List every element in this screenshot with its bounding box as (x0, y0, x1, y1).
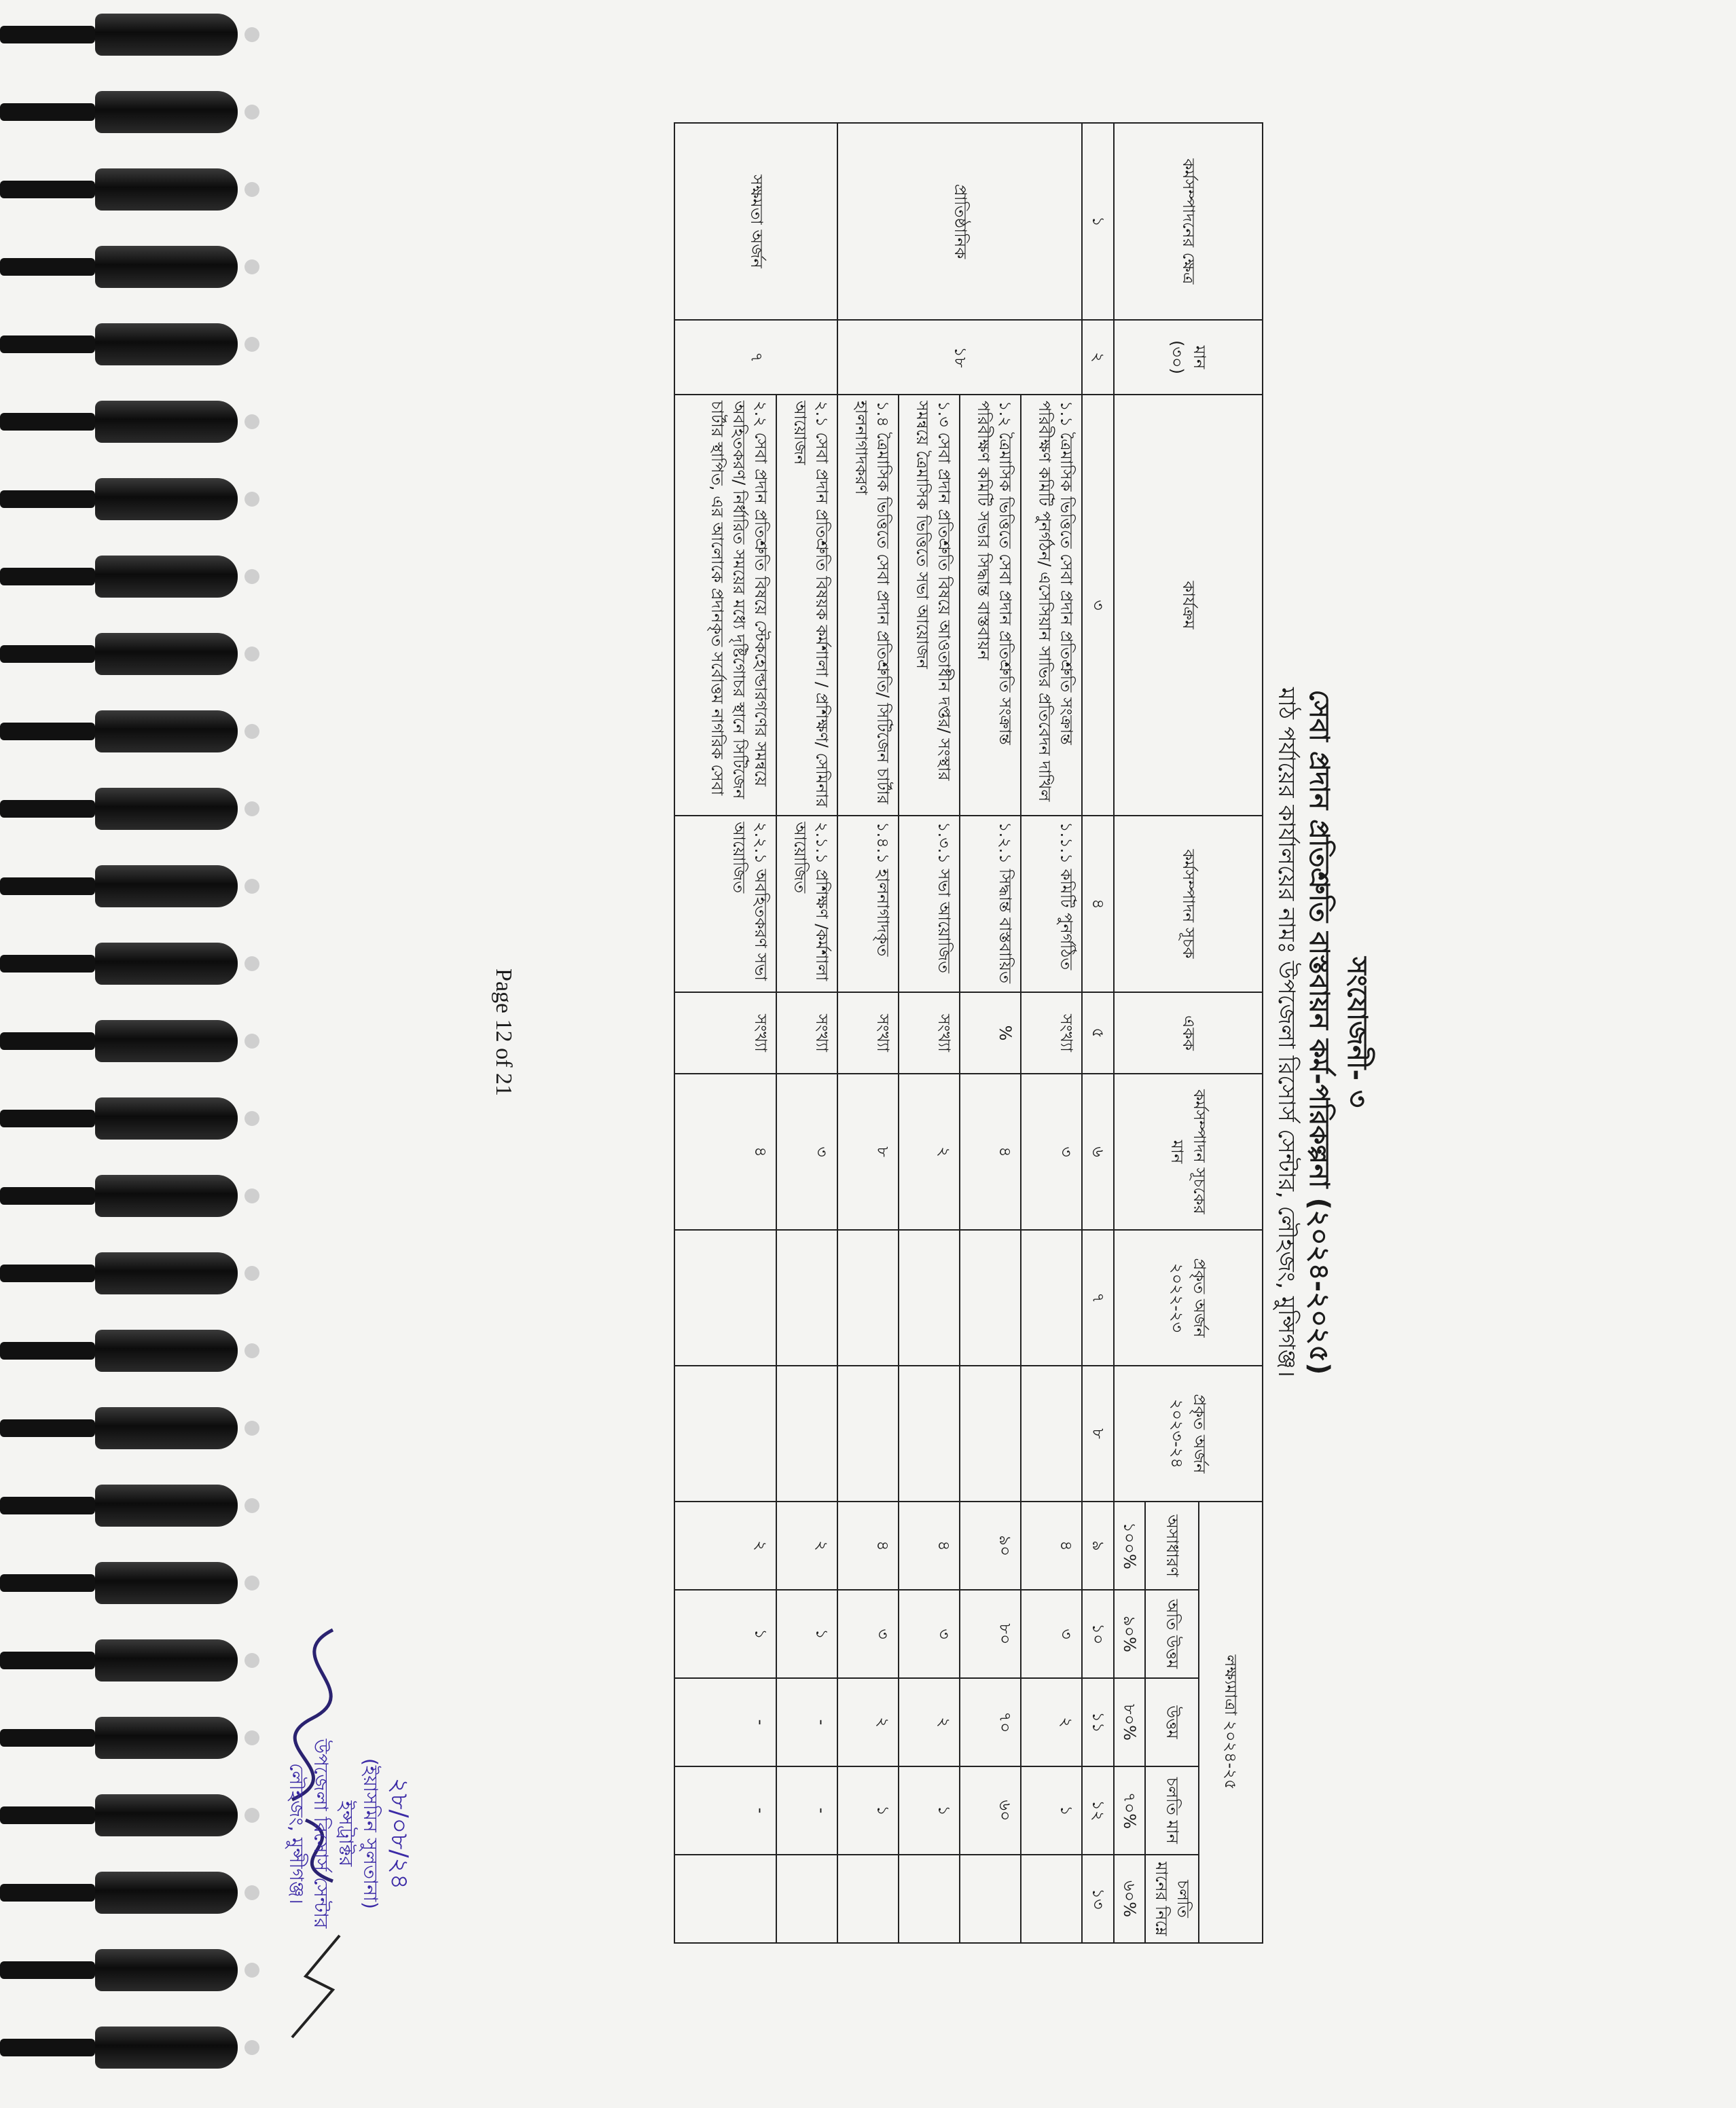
target-very-good-cell: ৩ (837, 1590, 899, 1678)
target-below-fair-cell (899, 1855, 960, 1943)
unit-cell: সংখ্যা (837, 992, 899, 1074)
indicator-value-cell: ৪ (674, 1074, 776, 1230)
target-below-fair-cell (776, 1855, 837, 1943)
indicator-value-cell: ৪ (960, 1074, 1021, 1230)
target-fair-cell: ১ (837, 1766, 899, 1855)
target-below-fair-cell (674, 1855, 776, 1943)
target-fair-cell: ১ (1021, 1766, 1082, 1855)
column-number: ৯ (1082, 1502, 1113, 1590)
actual-2023-24-cell (776, 1366, 837, 1502)
header-indicator-value: কর্মসম্পাদন সূচকের মান (1114, 1074, 1263, 1230)
target-good-cell: - (674, 1678, 776, 1766)
target-excellent-cell: ৪ (1021, 1502, 1082, 1590)
indicator-value-cell: ৩ (776, 1074, 837, 1230)
actual-2023-24-cell (837, 1366, 899, 1502)
unit-cell: সংখ্যা (674, 992, 776, 1074)
target-excellent-cell: ৪ (899, 1502, 960, 1590)
actual-2022-23-cell (837, 1230, 899, 1366)
indicator-cell: ১.১.১ কমিটি পুনর্গঠিত (1021, 816, 1082, 992)
column-number: ১৩ (1082, 1855, 1113, 1943)
unit-cell: সংখ্যা (899, 992, 960, 1074)
target-excellent-cell: ২ (674, 1502, 776, 1590)
column-number: ১১ (1082, 1678, 1113, 1766)
indicator-cell: ১.৩.১ সভা আয়োজিত (899, 816, 960, 992)
punch-hole (245, 1266, 259, 1281)
header-activity: কার্যক্রম (1114, 395, 1263, 816)
page-number: Page 12 of 21 (491, 968, 516, 1096)
target-good-cell: ২ (899, 1678, 960, 1766)
indicator-value-cell: ২ (899, 1074, 960, 1230)
signer-name: (ইয়াসমিন সুলতানা) (359, 1758, 382, 1909)
punch-hole (245, 569, 259, 584)
punch-hole (245, 1576, 259, 1591)
binding-coil (95, 556, 238, 598)
binding-coil (95, 478, 238, 520)
column-number: ৪ (1082, 816, 1113, 992)
header-target-group: লক্ষ্যমাত্রা ২০২৪-২৫ (1199, 1502, 1263, 1943)
binding-coil (95, 14, 238, 56)
indicator-cell: ২.১.১ প্রশিক্ষণ /কর্মশালা আয়োজিত (776, 816, 837, 992)
binding-coil (95, 323, 238, 365)
table-row (776, 123, 837, 1943)
target-fair-cell: - (674, 1766, 776, 1855)
header-indicator: কর্মসম্পাদন সূচক (1114, 816, 1263, 992)
target-very-good-cell: ৩ (899, 1590, 960, 1678)
binding-coil (95, 1872, 238, 1914)
binding-coil (95, 401, 238, 443)
column-number-row (1082, 123, 1113, 1943)
header-good: উত্তম (1145, 1678, 1199, 1766)
actual-2022-23-cell (674, 1230, 776, 1366)
table-body (674, 123, 1082, 1943)
activity-cell: ২.২ সেবা প্রদান প্রতিশ্রুতি বিষয়ে স্টেকহোল্ডারগণের সমন্বয়ে অবহিতকরণ/ নির্ধারিত সময়ের মধ্যে দৃষ্টিগোচর স্থানে সিটিজেন চার্টার স্থাপিত, এর আলোকে প্রদানকৃত সর্বোত্তম নাগরিক সেবা (674, 395, 776, 816)
header-unit: একক (1114, 992, 1263, 1074)
table-row (1021, 123, 1082, 1943)
activity-cell: ১.৪ ত্রৈমাসিক ভিত্তিতে সেবা প্রদান প্রতিশ্রুতি/ সিটিজেন চার্টার হালনাগাদকরণ (837, 395, 899, 816)
signature-date: ২৮/০৮/২৪ (385, 1777, 413, 1890)
actual-2023-24-cell (674, 1366, 776, 1502)
column-number: ৭ (1082, 1230, 1113, 1366)
punch-hole (245, 259, 259, 274)
punch-hole (245, 956, 259, 971)
document-page (462, 61, 1386, 2003)
binding-coil (95, 91, 238, 133)
binding-coil (95, 1175, 238, 1217)
activity-cell: ১.১ ত্রৈমাসিক ভিত্তিতে সেবা প্রদান প্রতিশ্রুতি সংক্রান্ত পরিবীক্ষণ কমিটি পুনর্গঠন/ এসেসিয়ান সাভির প্রতিবেদন দাখিল (1021, 395, 1082, 816)
target-very-good-cell: ৮০ (960, 1590, 1021, 1678)
indicator-value-cell: ৮ (837, 1074, 899, 1230)
punch-hole (245, 492, 259, 507)
target-fair-cell: ১ (899, 1766, 960, 1855)
punch-hole (245, 337, 259, 352)
area-cell: প্রাতিষ্ঠানিক (837, 123, 1082, 320)
activity-cell: ১.৩ সেবা প্রদান প্রতিশ্রুতি বিষয়ে আওতাধীন দপ্তর/ সংস্থার সমন্বয়ে ত্রৈমাসিক ভিত্তিতে সভা আয়োজন (899, 395, 960, 816)
target-below-fair-cell (837, 1855, 899, 1943)
spiral-binding (0, 0, 245, 2108)
target-good-cell: - (776, 1678, 837, 1766)
target-good-cell: ২ (1021, 1678, 1082, 1766)
binding-coil (95, 1949, 238, 1991)
header-mark: মান (৩০) (1114, 320, 1263, 395)
action-plan-table (674, 122, 1263, 1944)
actual-2022-23-cell (960, 1230, 1021, 1366)
header-excellent: অসাধারণ (1145, 1502, 1199, 1590)
target-fair-cell: - (776, 1766, 837, 1855)
punch-hole (245, 879, 259, 894)
binding-coil (95, 2027, 238, 2069)
indicator-cell: ২.২.১ অবহিতকরণ সভা আয়োজিত (674, 816, 776, 992)
actual-2022-23-cell (776, 1230, 837, 1366)
punch-hole (245, 801, 259, 816)
actual-2023-24-cell (960, 1366, 1021, 1502)
header-percent-60: ৬০% (1114, 1855, 1145, 1943)
header-fair: চলতি মান (1145, 1766, 1199, 1855)
binding-coil (95, 633, 238, 675)
header-percent-70: ৭০% (1114, 1766, 1145, 1855)
actual-2022-23-cell (1021, 1230, 1082, 1366)
target-fair-cell: ৬০ (960, 1766, 1021, 1855)
target-excellent-cell: ৪ (837, 1502, 899, 1590)
actual-2023-24-cell (1021, 1366, 1082, 1502)
binding-coil (95, 1020, 238, 1062)
punch-hole (245, 182, 259, 197)
activity-cell: ১.২ ত্রৈমাসিক ভিত্তিতে সেবা প্রদান প্রতিশ্রুতি সংক্রান্ত পরিবীক্ষণ কমিটি সভার সিদ্ধান্ত বাস্তবায়ন (960, 395, 1021, 816)
binding-coil (95, 1717, 238, 1759)
punch-hole (245, 1421, 259, 1436)
binding-coil (95, 1097, 238, 1140)
target-very-good-cell: ১ (674, 1590, 776, 1678)
signer-designation: ইন্সট্রাক্টর (334, 1800, 357, 1867)
target-excellent-cell: ৯০ (960, 1502, 1021, 1590)
table-row (899, 123, 960, 1943)
binding-coil (95, 1252, 238, 1294)
punch-hole (245, 1343, 259, 1358)
binding-coil (95, 943, 238, 985)
header-percent-100: ১০০% (1114, 1502, 1145, 1590)
column-number: ২ (1082, 320, 1113, 395)
signature-stamp (285, 1616, 413, 2051)
binding-coil (95, 1485, 238, 1527)
actual-2022-23-cell (899, 1230, 960, 1366)
column-number: ১ (1082, 123, 1113, 320)
binding-coil (95, 1639, 238, 1682)
binding-coil (95, 865, 238, 907)
punch-hole (245, 1034, 259, 1049)
area-cell: সক্ষমতা অর্জন (674, 123, 837, 320)
unit-cell: সংখ্যা (1021, 992, 1082, 1074)
column-number: ১২ (1082, 1766, 1113, 1855)
target-below-fair-cell (1021, 1855, 1082, 1943)
binding-coil (95, 710, 238, 752)
indicator-cell: ১.২.১ সিদ্ধান্ত বাস্তবায়িত (960, 816, 1021, 992)
target-excellent-cell: ২ (776, 1502, 837, 1590)
punch-hole (245, 1498, 259, 1513)
column-number: ৩ (1082, 395, 1113, 816)
header-very-good: অতি উত্তম (1145, 1590, 1199, 1678)
signature-text (278, 1643, 414, 2024)
column-number: ৮ (1082, 1366, 1113, 1502)
binding-coil (95, 1330, 238, 1372)
unit-cell: সংখ্যা (776, 992, 837, 1074)
header-percent-80: ৮০% (1114, 1678, 1145, 1766)
unit-cell: % (960, 992, 1021, 1074)
target-good-cell: ৭০ (960, 1678, 1021, 1766)
mark-cell: ১৮ (837, 320, 1082, 395)
signer-location: লৌহজং, মুন্সীগঞ্জ। (285, 1763, 308, 1904)
header-area: কর্মসম্পাদনের ক্ষেত্র (1114, 123, 1263, 320)
punch-hole (245, 105, 259, 120)
indicator-cell: ১.৪.১ হালনাগাদকৃত (837, 816, 899, 992)
header-below-fair: চলতি মানের নিম্নে (1145, 1855, 1199, 1943)
punch-hole (245, 414, 259, 429)
binding-coil (95, 1562, 238, 1604)
activity-cell: ২.১ সেবা প্রদান প্রতিশ্রুতি বিষয়ক কর্মশালা / প্রশিক্ষণ/ সেমিনার আয়োজন (776, 395, 837, 816)
signer-office: উপজেলা রিসোর্স সেন্টার (310, 1739, 333, 1929)
target-very-good-cell: ৩ (1021, 1590, 1082, 1678)
target-good-cell: ২ (837, 1678, 899, 1766)
page-title: সেবা প্রদান প্রতিশ্রুতি বাস্তবায়ন কর্ম-পরিকল্পনা (২০২৪-২০২৫) (1303, 689, 1335, 1375)
indicator-value-cell: ৩ (1021, 1074, 1082, 1230)
binding-coil (95, 1794, 238, 1836)
header-actual-2023-24: প্রকৃত অর্জন ২০২৩-২৪ (1114, 1366, 1263, 1502)
office-subtitle: মাঠ পর্যায়ের কার্যালয়ের নামঃ উপজেলা রিসোর্স সেন্টার, লৌহজং, মুন্সিগঞ্জ। (1273, 687, 1300, 1377)
binding-coil (95, 168, 238, 211)
mark-cell: ৭ (674, 320, 837, 395)
target-very-good-cell: ১ (776, 1590, 837, 1678)
target-below-fair-cell (960, 1855, 1021, 1943)
column-number: ৫ (1082, 992, 1113, 1074)
binding-coil (95, 246, 238, 288)
header-percent-90: ৯০% (1114, 1590, 1145, 1678)
table-row (960, 123, 1021, 1943)
binding-coil (95, 788, 238, 830)
punch-hole (245, 724, 259, 739)
punch-hole (245, 1188, 259, 1203)
column-number: ১০ (1082, 1590, 1113, 1678)
punch-hole (245, 647, 259, 661)
binding-coil (95, 1407, 238, 1449)
punch-hole (245, 27, 259, 42)
table-row (674, 123, 776, 1943)
actual-2023-24-cell (899, 1366, 960, 1502)
header-actual-2022-23: প্রকৃত অর্জন ২০২২-২৩ (1114, 1230, 1263, 1366)
annex-label: সংযোজনী- ৩ (1341, 957, 1373, 1108)
punch-hole (245, 1111, 259, 1126)
column-number: ৬ (1082, 1074, 1113, 1230)
table-row (837, 123, 899, 1943)
